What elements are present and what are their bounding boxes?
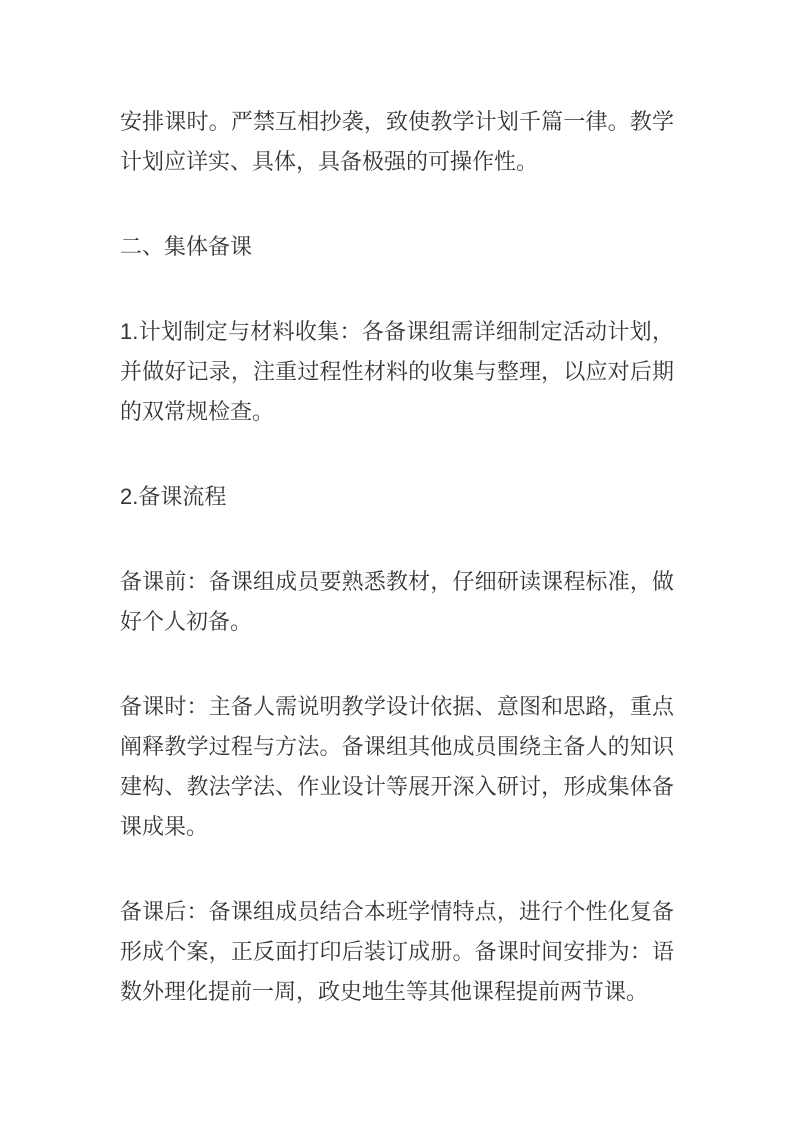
paragraph-before-prep: 备课前：备课组成员要熟悉教材，仔细研读课程标准，做好个人初备。	[120, 569, 674, 634]
section-heading-collective-prep: 二、集体备课	[120, 234, 253, 259]
paragraph-during-prep: 备课时：主备人需说明教学设计依据、意图和思路，重点阐释教学过程与方法。备课组其他成员围绕主备人的知识建构、教法学法、作业设计等展开深入研讨，形成集体备课成果。	[120, 694, 674, 839]
section-heading-prep-process: 2.备课流程	[120, 484, 227, 509]
paragraph-after-prep: 备课后：备课组成员结合本班学情特点，进行个性化复备形成个案，正反面打印后装订成册。备课时间安排为：语数外理化提前一周，政史地生等其他课程提前两节课。	[120, 899, 674, 1004]
paragraph-plan-and-materials: 1.计划制定与材料收集：各备课组需详细制定活动计划，并做好记录，注重过程性材料的收集与整理，以应对后期的双常规检查。	[120, 319, 674, 424]
document-content	[120, 102, 674, 1012]
paragraph-lesson-plan-rules: 安排课时。严禁互相抄袭，致使教学计划千篇一律。教学计划应详实、具体，具备极强的可操作性。	[120, 109, 674, 174]
